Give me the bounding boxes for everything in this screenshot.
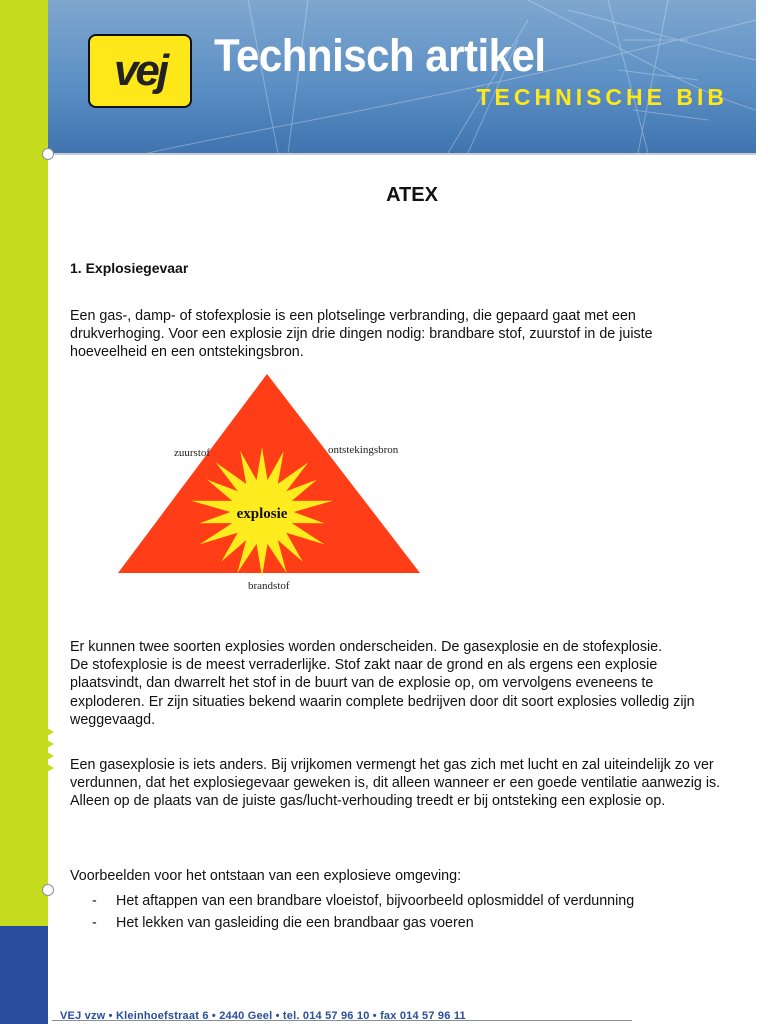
- paragraph-examples-intro: Voorbeelden voor het ontstaan van een explosieve omgeving:: [70, 868, 462, 884]
- bullet-marker: -: [92, 915, 97, 931]
- left-accent-bar-blue: [0, 926, 48, 1024]
- vej-logo: [88, 34, 192, 108]
- header-title: Technisch artikel: [214, 30, 546, 81]
- fire-triangle-diagram: [110, 368, 430, 598]
- zigzag-decoration: [40, 726, 54, 776]
- header-subtitle: TECHNISCHE BIB: [476, 84, 728, 110]
- label-explosie: explosie: [236, 506, 288, 522]
- divider-dot: [42, 148, 54, 160]
- header-divider: [48, 153, 756, 155]
- footer-contact: VEJ vzw • Kleinhoefstraat 6 • 2440 Geel • tel. 014 57 96 10 • fax 014 57 96 11: [60, 1010, 466, 1022]
- paragraph-types-line1: Er kunnen twee soorten explosies worden onderscheiden. De gasexplosie en de stofexplosie.: [70, 639, 663, 655]
- bullet-marker: -: [92, 893, 97, 909]
- paragraph-gas-explosion: Een gasexplosie is iets anders. Bij vrijkomen vermengt het gas zich met lucht en zal uiteindelijk zo ver verdunnen, dat het explosiegevaar geweken is, dit alleen wanneer er een goede ventilatie aanwezig is. Alleen op de plaats van de juiste gas/lucht-verhouding treedt er bij ontsteking een explosie op.: [70, 757, 721, 810]
- document-title: ATEX: [386, 184, 438, 206]
- examples-list: [70, 890, 730, 934]
- divider-dot: [42, 884, 54, 896]
- paragraph-dust-explosion: De stofexplosie is de meest verraderlijke. Stof zakt naar de grond en als ergens een explosie plaatsvindt, dan dwarrelt het stof in de buurt van de explosie op, om vervolgens eveneens te exploderen. Er zijn situaties bekend waarin complete bedrijven door dit soort explosies volledig zijn weggevaagd.: [70, 657, 695, 728]
- paragraph-intro: Een gas-, damp- of stofexplosie is een plotselinge verbranding, die gepaard gaat met een drukverhoging. Voor een explosie zijn drie dingen nodig: brandbare stof, zuurstof in de juiste hoeveelheid en een ontstekingsbron.: [70, 308, 653, 361]
- label-brandstof: brandstof: [248, 580, 290, 592]
- left-accent-bar: [0, 0, 48, 1024]
- section-heading: 1. Explosiegevaar: [70, 260, 189, 276]
- list-item: - Het lekken van gasleiding die een brandbaar gas voeren: [70, 912, 730, 934]
- logo-text: vej: [113, 46, 167, 95]
- label-zuurstof: zuurstof: [174, 447, 211, 459]
- paragraph-types: [70, 638, 722, 729]
- list-item: - Het aftappen van een brandbare vloeistof, bijvoorbeeld oplosmiddel of verdunning: [70, 890, 730, 912]
- label-ontstekingsbron: ontstekingsbron: [328, 444, 399, 456]
